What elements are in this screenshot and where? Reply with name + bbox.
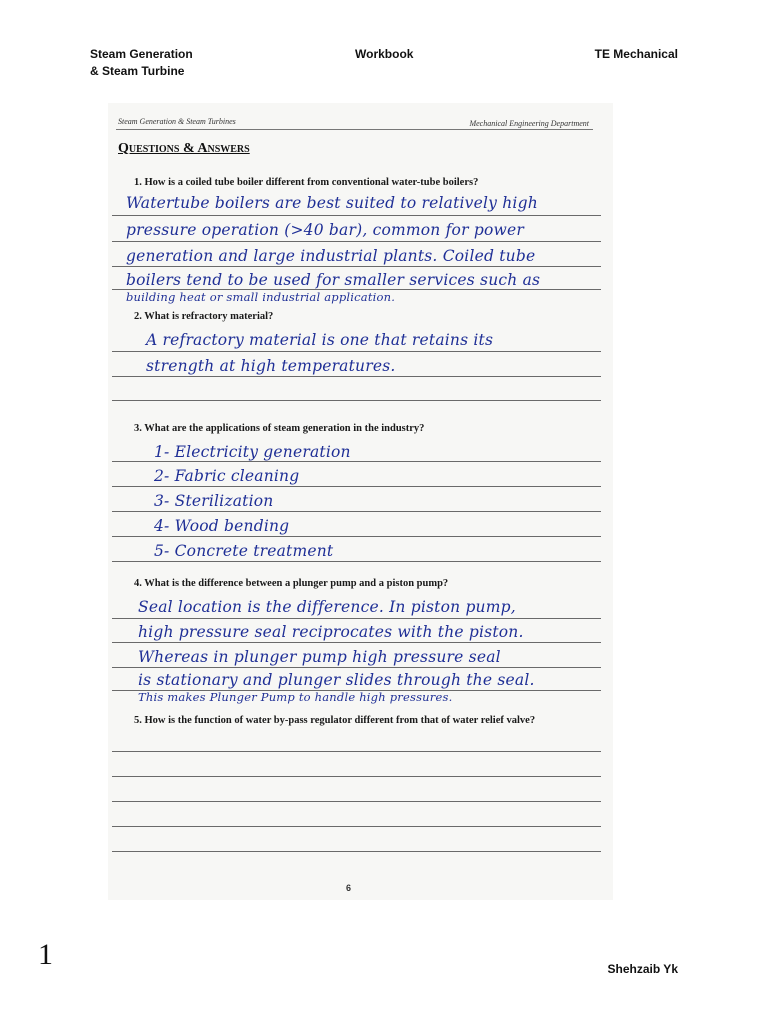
answer-rule	[112, 776, 601, 777]
question-2: 2. What is refractory material?	[134, 311, 274, 322]
answer-rule	[112, 215, 601, 216]
answer-rule	[112, 618, 601, 619]
answer-1-line-2: pressure operation (>40 bar), common for power	[126, 221, 524, 239]
header-subject-line1: Steam Generation	[90, 47, 193, 61]
answer-4-line-4: is stationary and plunger slides through the seal.	[138, 671, 535, 689]
answer-4-line-3: Whereas in plunger pump high pressure seal	[138, 648, 501, 666]
answer-4-line-2: high pressure seal reciprocates with the piston.	[138, 623, 524, 641]
question-5: 5. How is the function of water by-pass regulator different from that of water relief valve?	[134, 715, 536, 726]
answer-rule	[112, 561, 601, 562]
page-number: 1	[38, 938, 53, 971]
answer-rule	[112, 642, 601, 643]
answer-4-line-1: Seal location is the difference. In piston pump,	[138, 598, 516, 616]
header-subject-line2: & Steam Turbine	[90, 64, 185, 78]
answer-rule	[112, 351, 601, 352]
question-4: 4. What is the difference between a plunger pump and a piston pump?	[134, 578, 449, 589]
answer-3-line-1: 1- Electricity generation	[154, 443, 351, 461]
header-workbook: Workbook	[355, 47, 414, 61]
answer-rule	[112, 486, 601, 487]
answer-4-line-5: This makes Plunger Pump to handle high pressures.	[138, 690, 453, 704]
answer-2-line-2: strength at high temperatures.	[146, 357, 396, 375]
answer-3-line-2: 2- Fabric cleaning	[154, 467, 300, 485]
answer-rule	[112, 826, 601, 827]
answer-rule	[112, 801, 601, 802]
question-1: 1. How is a coiled tube boiler different from conventional water-tube boilers?	[134, 177, 479, 188]
answer-rule	[112, 376, 601, 377]
answer-1-line-4: boilers tend to be used for smaller services such as	[126, 271, 541, 289]
question-3: 3. What are the applications of steam generation in the industry?	[134, 423, 425, 434]
scan-page-number: 6	[346, 883, 352, 893]
answer-rule	[112, 751, 601, 752]
answer-3-line-4: 4- Wood bending	[154, 517, 290, 535]
answer-rule	[112, 241, 601, 242]
answer-1-line-3: generation and large industrial plants. Coiled tube	[126, 247, 536, 265]
answer-rule	[112, 461, 601, 462]
scanned-worksheet	[108, 103, 613, 900]
answer-rule	[112, 266, 601, 267]
qa-title: Questions & Answers	[118, 141, 250, 156]
answer-rule	[112, 851, 601, 852]
scan-header-left: Steam Generation & Steam Turbines	[118, 117, 236, 126]
answer-rule	[112, 511, 601, 512]
answer-2-line-1: A refractory material is one that retains its	[146, 331, 494, 349]
answer-rule	[112, 667, 601, 668]
answer-1-line-5: building heat or small industrial application.	[126, 290, 396, 304]
answer-3-line-3: 3- Sterilization	[154, 492, 274, 510]
header-department: TE Mechanical	[594, 47, 678, 61]
author-name: Shehzaib Yk	[607, 962, 678, 976]
answer-3-line-5: 5- Concrete treatment	[154, 542, 334, 560]
answer-rule	[112, 400, 601, 401]
scan-header-rule	[116, 129, 593, 130]
scan-header-right: Mechanical Engineering Department	[469, 119, 589, 128]
header-subject	[90, 46, 193, 80]
answer-1-line-1: Watertube boilers are best suited to relatively high	[126, 194, 538, 212]
answer-rule	[112, 536, 601, 537]
